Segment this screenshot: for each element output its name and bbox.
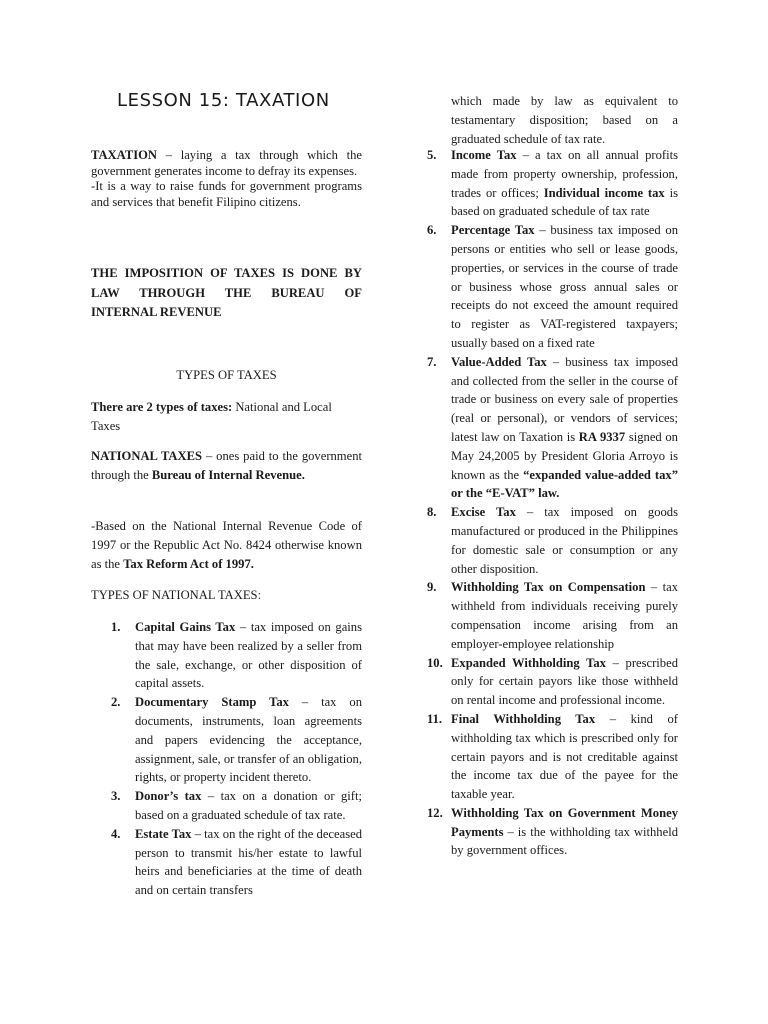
nirc-statement — [91, 517, 362, 573]
taxation-purpose: -It is a way to raise funds for government programs and services that benefit Filipino citizens. — [91, 179, 362, 209]
item-number: 4. — [111, 826, 121, 841]
taxation-term: TAXATION — [91, 148, 158, 162]
item-text: – a tax on all annual profits made from property ownership, profession, trades or offices; — [451, 148, 678, 200]
item-text: – kind of withholding tax which is prescribed only for certain payors and is not creditable against the income tax due of the payee for the taxable year. — [451, 711, 678, 802]
item-text: – tax imposed on gains that may have been realized by a seller from the sale, exchange, or other disposition of capital assets. — [135, 620, 362, 691]
item-term: Value-Added Tax — [451, 354, 547, 369]
item-text: – is the withholding tax withheld by government offices. — [451, 824, 678, 858]
tax-reform-act: Tax Reform Act of 1997. — [123, 556, 254, 571]
item-term: Withholding Tax on Government Money Payments — [451, 805, 678, 839]
types-of-taxes-heading: TYPES OF TAXES — [176, 368, 277, 382]
item-number: 7. — [427, 354, 437, 369]
list-item — [91, 693, 362, 787]
item-text: – tax withheld from individuals receiving purely compensation income arising from an employer-employee relationship — [451, 580, 678, 651]
item-term: Capital Gains Tax — [135, 620, 236, 634]
item-number: 1. — [111, 620, 121, 634]
item-text-secondary: is based on graduated schedule of tax rate — [451, 185, 679, 219]
item-text: – tax on the right of the deceased person to transmit his/her estate to lawful heirs and beneficiaries at the time of death and on certain transfers — [135, 826, 362, 898]
taxation-definition — [91, 148, 362, 210]
item-number: 3. — [111, 789, 121, 804]
estate-tax-continued: which made by law as equivalent to testamentary disposition; based on a graduated schedule of tax rate. — [451, 94, 678, 146]
bir-term: Bureau of Internal Revenue. — [151, 467, 305, 482]
item-term: Documentary Stamp Tax — [135, 695, 289, 710]
two-types-label: There are 2 types of taxes: — [91, 400, 233, 414]
list-item — [427, 804, 678, 860]
two-types-text: National and Local Taxes — [91, 400, 332, 433]
item-term-secondary: RA 9337 — [578, 429, 626, 444]
item-number: 2. — [111, 695, 121, 710]
page-title: LESSON 15: TAXATION — [117, 90, 330, 111]
item-text: – prescribed only for certain payors like those withheld on rental income and professional income. — [451, 655, 678, 708]
item-text: – tax on documents, instruments, loan agreements and papers evidencing the acceptance, assignment, sale, or transfer of an obligation, rights, or property incident thereto. — [135, 695, 362, 785]
list-item — [91, 787, 362, 825]
national-taxes-term: NATIONAL TAXES — [91, 449, 203, 463]
list-item — [427, 578, 678, 653]
item-term: Final Withholding Tax — [451, 711, 596, 726]
item-term: Percentage Tax — [451, 223, 535, 238]
imposition-statement: THE IMPOSITION OF TAXES IS DONE BY LAW THROUGH THE BUREAU OF INTERNAL REVENUE — [91, 266, 362, 319]
item-text: – tax imposed on goods manufactured or produced in the Philippines for domestic sale or consumption or any other disposition. — [451, 505, 678, 576]
item-term: Excise Tax — [451, 505, 516, 520]
item-text: – tax on a donation or gift; based on a graduated schedule of tax rate. — [135, 789, 362, 822]
item-term-tertiary: “expanded value-added tax” or the “E-VAT” law. — [451, 467, 678, 501]
item-number: 11. — [427, 711, 443, 726]
item-number: 9. — [427, 580, 437, 595]
item-term: Withholding Tax on Compensation — [451, 580, 646, 595]
list-item — [427, 654, 678, 710]
item-term: Estate Tax — [135, 826, 192, 841]
item-term: Expanded Withholding Tax — [451, 655, 606, 670]
item-number: 10. — [427, 655, 443, 670]
list-item — [427, 503, 678, 578]
item-text-secondary: signed on May 24,2005 by President Gloria Arroyo is known as the — [451, 429, 678, 482]
list-item — [427, 221, 678, 353]
item-number: 8. — [427, 505, 437, 520]
list-item — [427, 710, 678, 804]
list-item — [427, 353, 678, 503]
national-taxes-text: – ones paid to the government through the — [91, 449, 362, 482]
taxation-def-text: – laying a tax through which the government generates income to defray its expenses. — [91, 148, 362, 178]
item-term: Income Tax — [451, 148, 517, 162]
item-text: – business tax imposed on persons or entities who sell or lease goods, properties, or services in the course of trade or business whose gross annual sales or receipts do not exceed the amount required to register as VAT-registered taxpayers; usually based on a fixed rate — [451, 223, 678, 350]
item-number: 12. — [427, 805, 443, 820]
item-number: 5. — [427, 148, 437, 162]
list-item — [91, 618, 362, 693]
item-number: 6. — [427, 223, 437, 238]
types-national-heading: TYPES OF NATIONAL TAXES: — [91, 588, 262, 602]
national-taxes-definition — [91, 447, 362, 485]
item-term: Donor’s tax — [135, 789, 202, 804]
national-tax-list — [91, 618, 362, 900]
two-types-statement — [91, 398, 362, 436]
national-tax-list-continued — [427, 146, 678, 860]
list-item — [91, 825, 362, 900]
list-item — [427, 146, 678, 221]
nirc-text: -Based on the National Internal Revenue Code of 1997 or the Republic Act No. 8424 otherwise known as the — [91, 519, 362, 571]
item-text: – business tax imposed and collected from the seller in the course of trade or business on every sale of properties (real or personal), or vendors of services; latest law on Taxation is — [451, 354, 678, 444]
item-term-secondary: Individual income tax — [543, 185, 665, 200]
